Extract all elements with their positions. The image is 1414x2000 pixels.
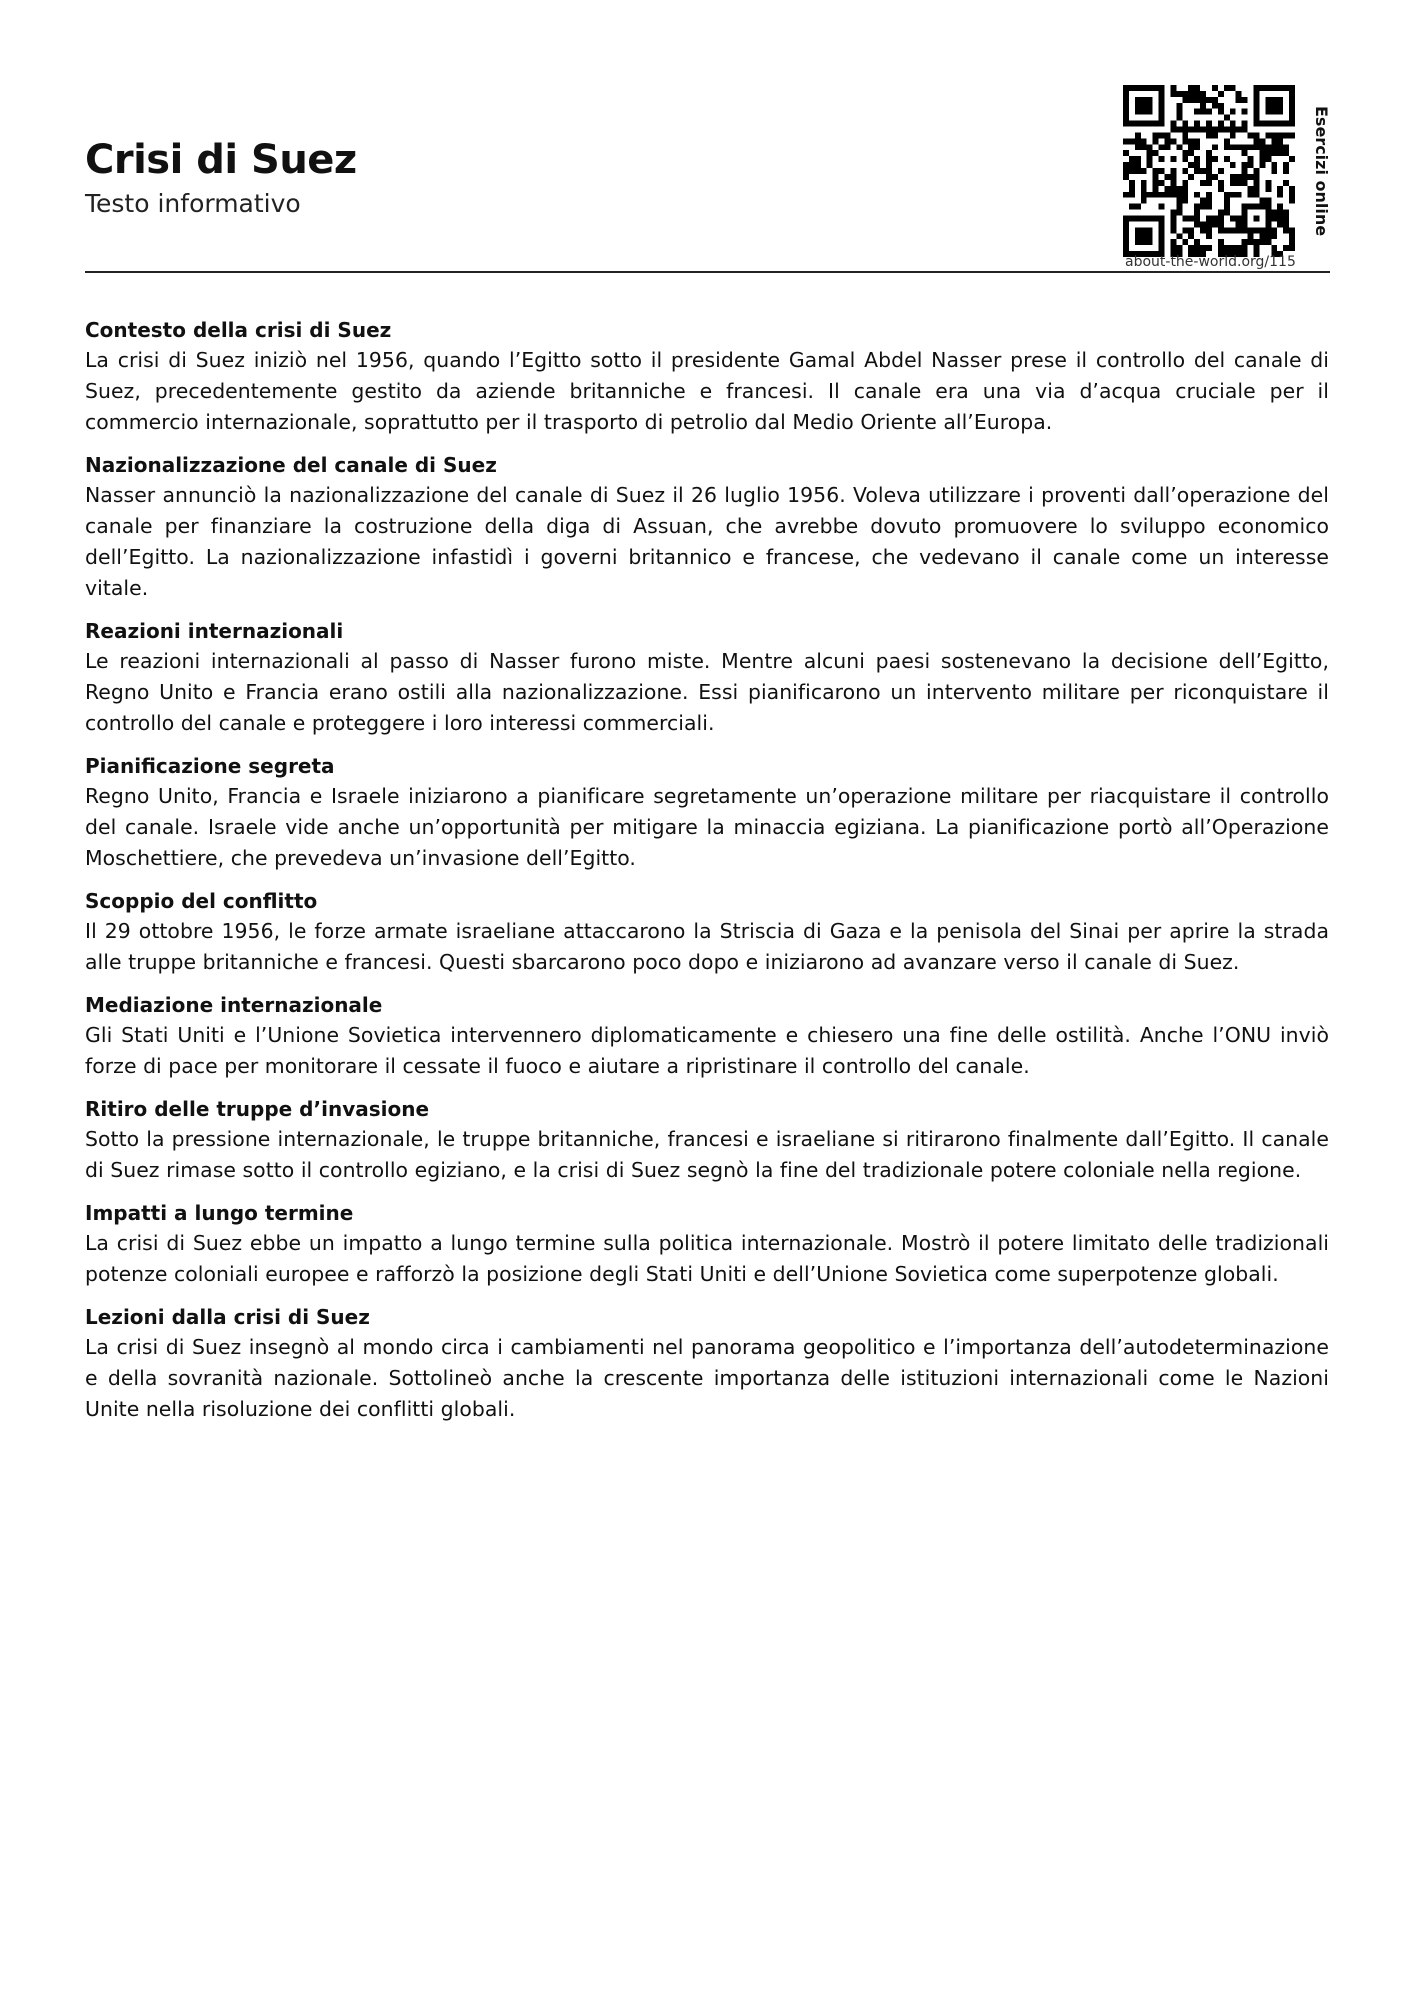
section-heading: Impatti a lungo termine bbox=[85, 1201, 354, 1225]
section-lessons bbox=[85, 1302, 1329, 1425]
section-paragraph: Sotto la pressione internazionale, le truppe britanniche, francesi e israeliane si ritirarono finalmente dall’Egitto. Il canale di Suez rimase sotto il controllo egiziano, e la crisi di Suez segnò la fine del tradizionale potere coloniale nella regione. bbox=[85, 1127, 1329, 1182]
page-title: Crisi di Suez bbox=[85, 137, 357, 183]
section-heading: Reazioni internazionali bbox=[85, 619, 344, 643]
section-withdrawal bbox=[85, 1094, 1329, 1186]
section-outbreak bbox=[85, 886, 1329, 978]
section-paragraph: Regno Unito, Francia e Israele iniziarono a pianificare segretamente un’operazione militare per riacquistare il controllo del canale. Israele vide anche un’opportunità per mitigare la minaccia egiziana. La pianificazione portò all’Operazione Moschettiere, che prevedeva un’invasione dell’Egitto. bbox=[85, 784, 1329, 870]
section-secret-planning bbox=[85, 751, 1329, 874]
qr-code-icon[interactable] bbox=[1123, 85, 1295, 257]
section-paragraph: Nasser annunciò la nazionalizzazione del canale di Suez il 26 luglio 1956. Voleva utilizzare i proventi dall’operazione del canale per finanziare la costruzione della diga di Assuan, che avrebbe dovuto promuovere lo sviluppo economico dell’Egitto. La nazionalizzazione infastidì i governi britannico e francese, che vedevano il canale come un interesse vitale. bbox=[85, 483, 1329, 600]
section-heading: Ritiro delle truppe d’invasione bbox=[85, 1097, 430, 1121]
section-reactions bbox=[85, 616, 1329, 739]
article-body bbox=[85, 315, 1329, 1437]
section-context bbox=[85, 315, 1329, 438]
section-heading: Mediazione internazionale bbox=[85, 993, 383, 1017]
section-heading: Nazionalizzazione del canale di Suez bbox=[85, 453, 497, 477]
section-nationalization bbox=[85, 450, 1329, 604]
section-paragraph: La crisi di Suez ebbe un impatto a lungo termine sulla politica internazionale. Mostrò il potere limitato delle tradizionali potenze coloniali europee e rafforzò la posizione degli Stati Uniti e dell’Unione Sovietica come superpotenze globali. bbox=[85, 1231, 1329, 1286]
section-heading: Scoppio del conflitto bbox=[85, 889, 318, 913]
section-paragraph: La crisi di Suez insegnò al mondo circa i cambiamenti nel panorama geopolitico e l’importanza dell’autodeterminazione e della sovranità nazionale. Sottolineò anche la crescente importanza delle istituzioni internazionali come le Nazioni Unite nella risoluzione dei conflitti globali. bbox=[85, 1335, 1329, 1421]
online-exercises-label: Esercizi online bbox=[1312, 105, 1331, 237]
page-subtitle: Testo informativo bbox=[85, 189, 301, 218]
header-divider bbox=[85, 271, 1330, 273]
section-heading: Pianificazione segreta bbox=[85, 754, 335, 778]
section-paragraph: Il 29 ottobre 1956, le forze armate israeliane attaccarono la Striscia di Gaza e la penisola del Sinai per aprire la strada alle truppe britanniche e francesi. Questi sbarcarono poco dopo e iniziarono ad avanzare verso il canale di Suez. bbox=[85, 919, 1329, 974]
section-paragraph: La crisi di Suez iniziò nel 1956, quando l’Egitto sotto il presidente Gamal Abdel Nasser prese il controllo del canale di Suez, precedentemente gestito da aziende britanniche e francesi. Il canale era una via d’acqua cruciale per il commercio internazionale, soprattutto per il trasporto di petrolio dal Medio Oriente all’Europa. bbox=[85, 348, 1329, 434]
qr-link-caption[interactable]: about-the-world.org/115 bbox=[1125, 254, 1296, 270]
section-long-term-impact bbox=[85, 1198, 1329, 1290]
section-mediation bbox=[85, 990, 1329, 1082]
section-paragraph: Gli Stati Uniti e l’Unione Sovietica intervennero diplomaticamente e chiesero una fine delle ostilità. Anche l’ONU inviò forze di pace per monitorare il cessate il fuoco e aiutare a ripristinare il controllo del canale. bbox=[85, 1023, 1329, 1078]
page-header bbox=[85, 85, 1330, 273]
section-paragraph: Le reazioni internazionali al passo di Nasser furono miste. Mentre alcuni paesi sostenevano la decisione dell’Egitto, Regno Unito e Francia erano ostili alla nazionalizzazione. Essi pianificarono un intervento militare per riconquistare il controllo del canale e proteggere i loro interessi commerciali. bbox=[85, 649, 1329, 735]
section-heading: Lezioni dalla crisi di Suez bbox=[85, 1305, 370, 1329]
section-heading: Contesto della crisi di Suez bbox=[85, 318, 392, 342]
